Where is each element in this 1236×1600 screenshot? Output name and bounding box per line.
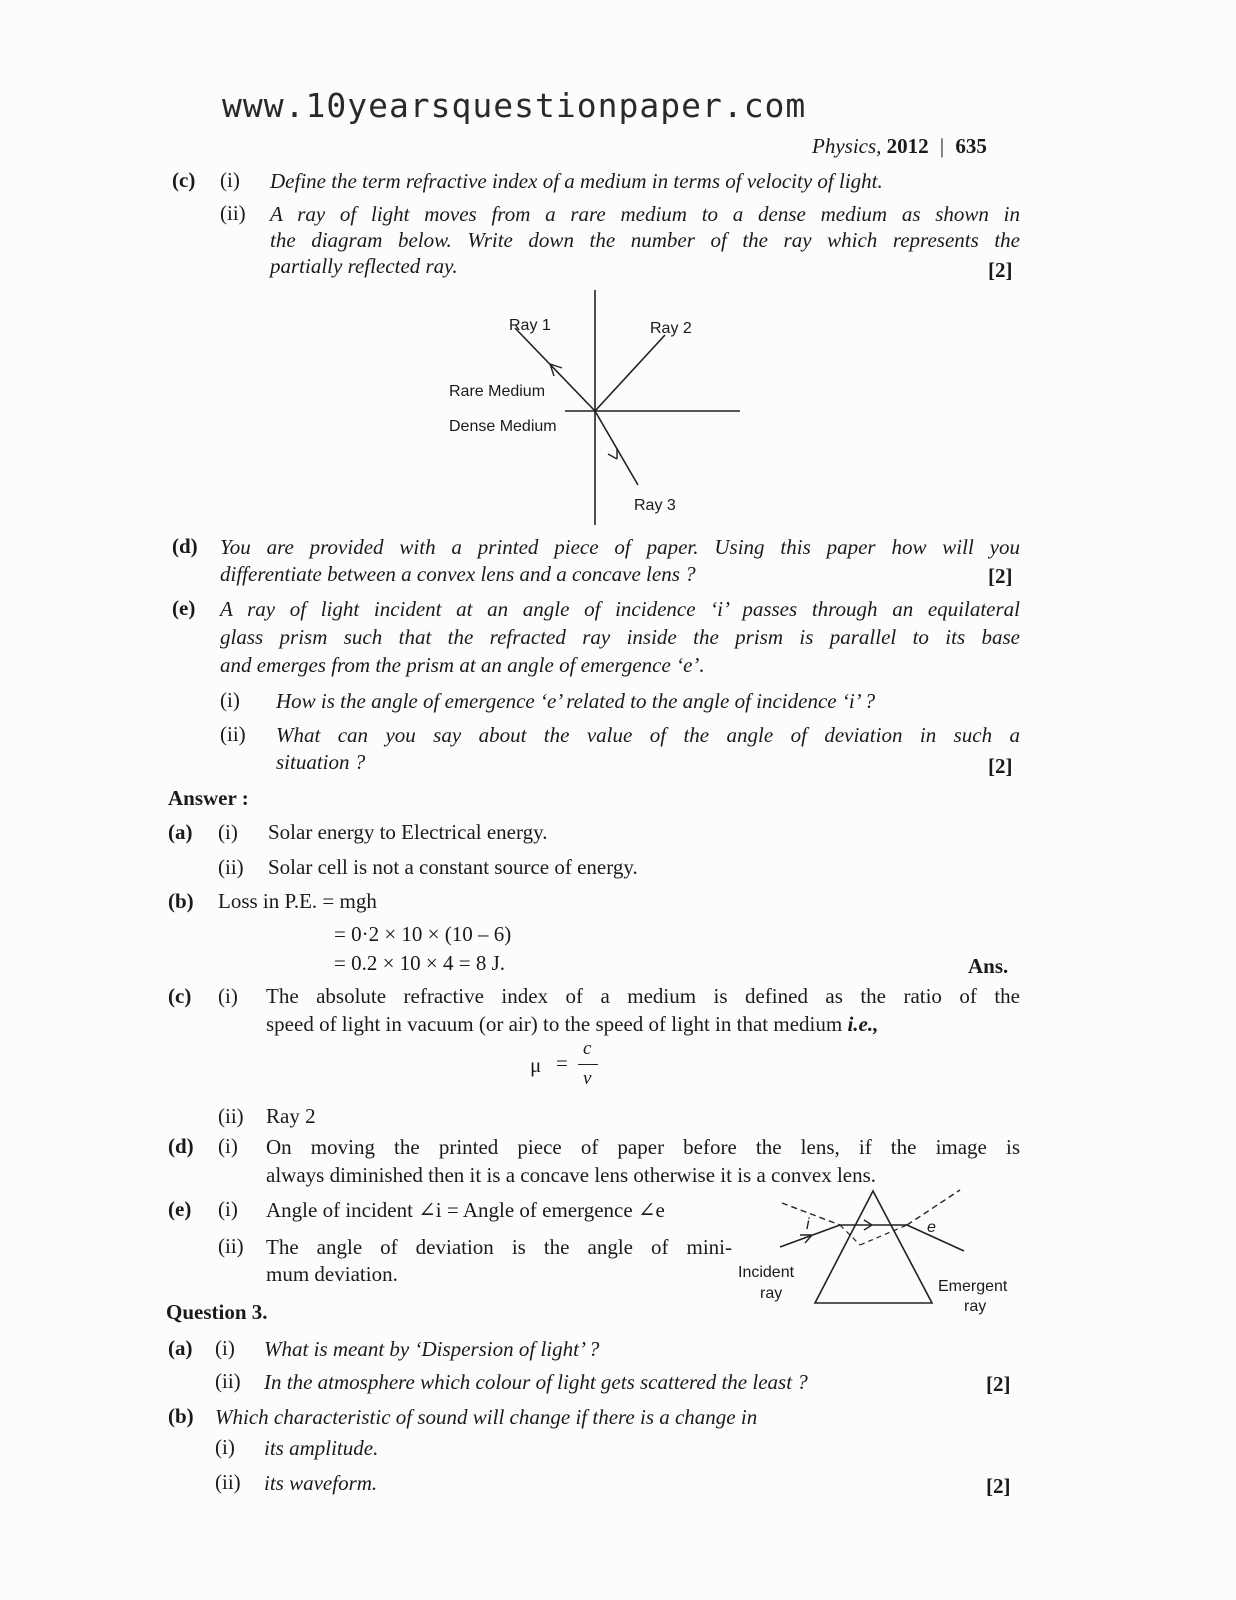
formula-numerator: c [583,1038,592,1059]
question-3b-marks: [2] [986,1474,1011,1498]
ray-2-line [595,335,665,411]
prism-angle-e: e [927,1219,936,1236]
header-year: 2012 [886,134,929,158]
question-3a-i-label: (i) [215,1336,235,1360]
answer-c-i-line2: speed of light in vacuum (or air) to the speed of light in that medium [266,1012,843,1036]
question-3b-ii-text: its waveform. [264,1471,378,1495]
answer-b-line1: Loss in P.E. = mgh [218,889,377,913]
answer-b-ans: Ans. [968,954,1009,978]
incident-ray [780,1225,840,1247]
answer-e-i-text: Angle of incident ∠i = Angle of emergence ∠e [266,1198,665,1222]
formula-mu: μ [530,1053,542,1077]
formula-denominator: v [583,1068,592,1089]
question-3a-label: (a) [168,1336,193,1360]
question-d-label: (d) [172,534,198,558]
question-c-ii-line2: the diagram below. Write down the number of the ray which represents the [270,228,1020,252]
answer-a-i-text: Solar energy to Electrical energy. [268,820,548,844]
question-e-ii-label: (ii) [220,722,246,746]
incident-ray-label-2: ray [760,1285,783,1302]
formula-fraction-bar [578,1064,598,1065]
question-e-line2: glass prism such that the refracted ray inside the prism is parallel to its base [220,625,1020,649]
emergent-ray-label-2: ray [964,1298,987,1315]
question-e-ii-line1: What can you say about the value of the angle of deviation in such a [276,723,1020,747]
answer-a-i-label: (i) [218,820,238,844]
question-e-i-text: How is the angle of emergence ‘e’ related to the angle of incidence ‘i’ ? [276,689,876,713]
answer-b-line3: = 0.2 × 10 × 4 = 8 J. [334,951,506,975]
question-c-i-label: (i) [220,168,240,192]
answer-b-label: (b) [168,889,194,913]
answer-c-ii-label: (ii) [218,1104,244,1128]
answer-a-label: (a) [168,820,193,844]
question-c-label: (c) [172,168,196,192]
answer-c-label: (c) [168,984,192,1008]
answer-d-line1: On moving the printed piece of paper before the lens, if the image is [266,1135,1020,1159]
incident-ray-extension [782,1203,840,1225]
answer-e-ii-label: (ii) [218,1234,244,1258]
answer-b-line2: = 0·2 × 10 × (10 – 6) [334,922,512,946]
answer-c-i-label: (i) [218,984,238,1008]
question-3b-ii-label: (ii) [215,1470,241,1494]
rare-medium-label: Rare Medium [449,383,546,400]
answer-d-line2: always diminished then it is a concave lens otherwise it is a convex lens. [266,1163,877,1187]
question-3a-i-text: What is meant by ‘Dispersion of light’ ? [264,1337,600,1361]
header-subject: Physics, [812,134,882,158]
question-c-ii-line1: A ray of light moves from a rare medium to a dense medium as shown in [270,202,1020,226]
question-e-i-label: (i) [220,688,240,712]
answer-d-label: (d) [168,1134,194,1158]
answer-heading: Answer : [168,786,249,810]
question-c-i-text: Define the term refractive index of a medium in terms of velocity of light. [270,169,883,193]
ray-2-label: Ray 2 [650,320,692,337]
ray-diagram [440,290,750,530]
question-e-label: (e) [172,596,196,620]
answer-c-ii-text: Ray 2 [266,1104,316,1128]
answer-c-ie: i.e., [847,1012,879,1036]
answer-c-i-line1: The absolute refractive index of a medium is defined as the ratio of the [266,984,1020,1008]
page-header [812,134,987,159]
prism-outline [815,1191,932,1303]
dense-medium-label: Dense Medium [449,418,557,435]
answer-e-ii-line1: The angle of deviation is the angle of mini- [266,1235,732,1259]
answer-a-ii-label: (ii) [218,855,244,879]
question-d-line1: You are provided with a printed piece of paper. Using this paper how will you [220,535,1020,559]
answer-d-i-label: (i) [218,1134,238,1158]
watermark-url: www.10yearsquestionpaper.com [222,86,807,125]
question-3a-ii-text: In the atmosphere which colour of light gets scattered the least ? [264,1370,808,1394]
question-c-ii-label: (ii) [220,201,246,225]
incident-ray-label-1: Incident [738,1264,795,1281]
ray-3-label: Ray 3 [634,497,676,514]
answer-e-ii-line2: mum deviation. [266,1262,398,1286]
question-c-ii-line3: partially reflected ray. [270,254,458,278]
ray-1-label: Ray 1 [509,317,551,334]
emergent-ray-label-1: Emergent [938,1278,1008,1295]
prism-angle-i: i [806,1216,810,1233]
question-e-line3: and emerges from the prism at an angle of emergence ‘e’. [220,653,705,677]
answer-a-ii-text: Solar cell is not a constant source of energy. [268,855,638,879]
question-3-heading: Question 3. [166,1300,268,1324]
question-c-marks: [2] [988,258,1013,282]
question-3b-i-label: (i) [215,1435,235,1459]
answer-e-label: (e) [168,1197,192,1221]
question-e-line1: A ray of light incident at an angle of incidence ‘i’ passes through an equilateral [220,597,1020,621]
question-3b-label: (b) [168,1404,194,1428]
question-3a-ii-label: (ii) [215,1369,241,1393]
answer-e-i-label: (i) [218,1197,238,1221]
question-d-line2: differentiate between a convex lens and a concave lens ? [220,562,696,586]
question-d-marks: [2] [988,564,1013,588]
header-separator: | [939,134,945,158]
question-3b-text: Which characteristic of sound will change if there is a change in [215,1405,758,1429]
formula-equals: = [556,1051,568,1075]
ray-3-arrow [608,448,617,459]
question-e-ii-line2: situation ? [276,750,366,774]
answer-c-i-line2-wrap [266,1012,878,1037]
question-3a-marks: [2] [986,1372,1011,1396]
question-3b-i-text: its amplitude. [264,1436,379,1460]
header-page-number: 635 [955,134,987,158]
question-e-marks: [2] [988,754,1013,778]
